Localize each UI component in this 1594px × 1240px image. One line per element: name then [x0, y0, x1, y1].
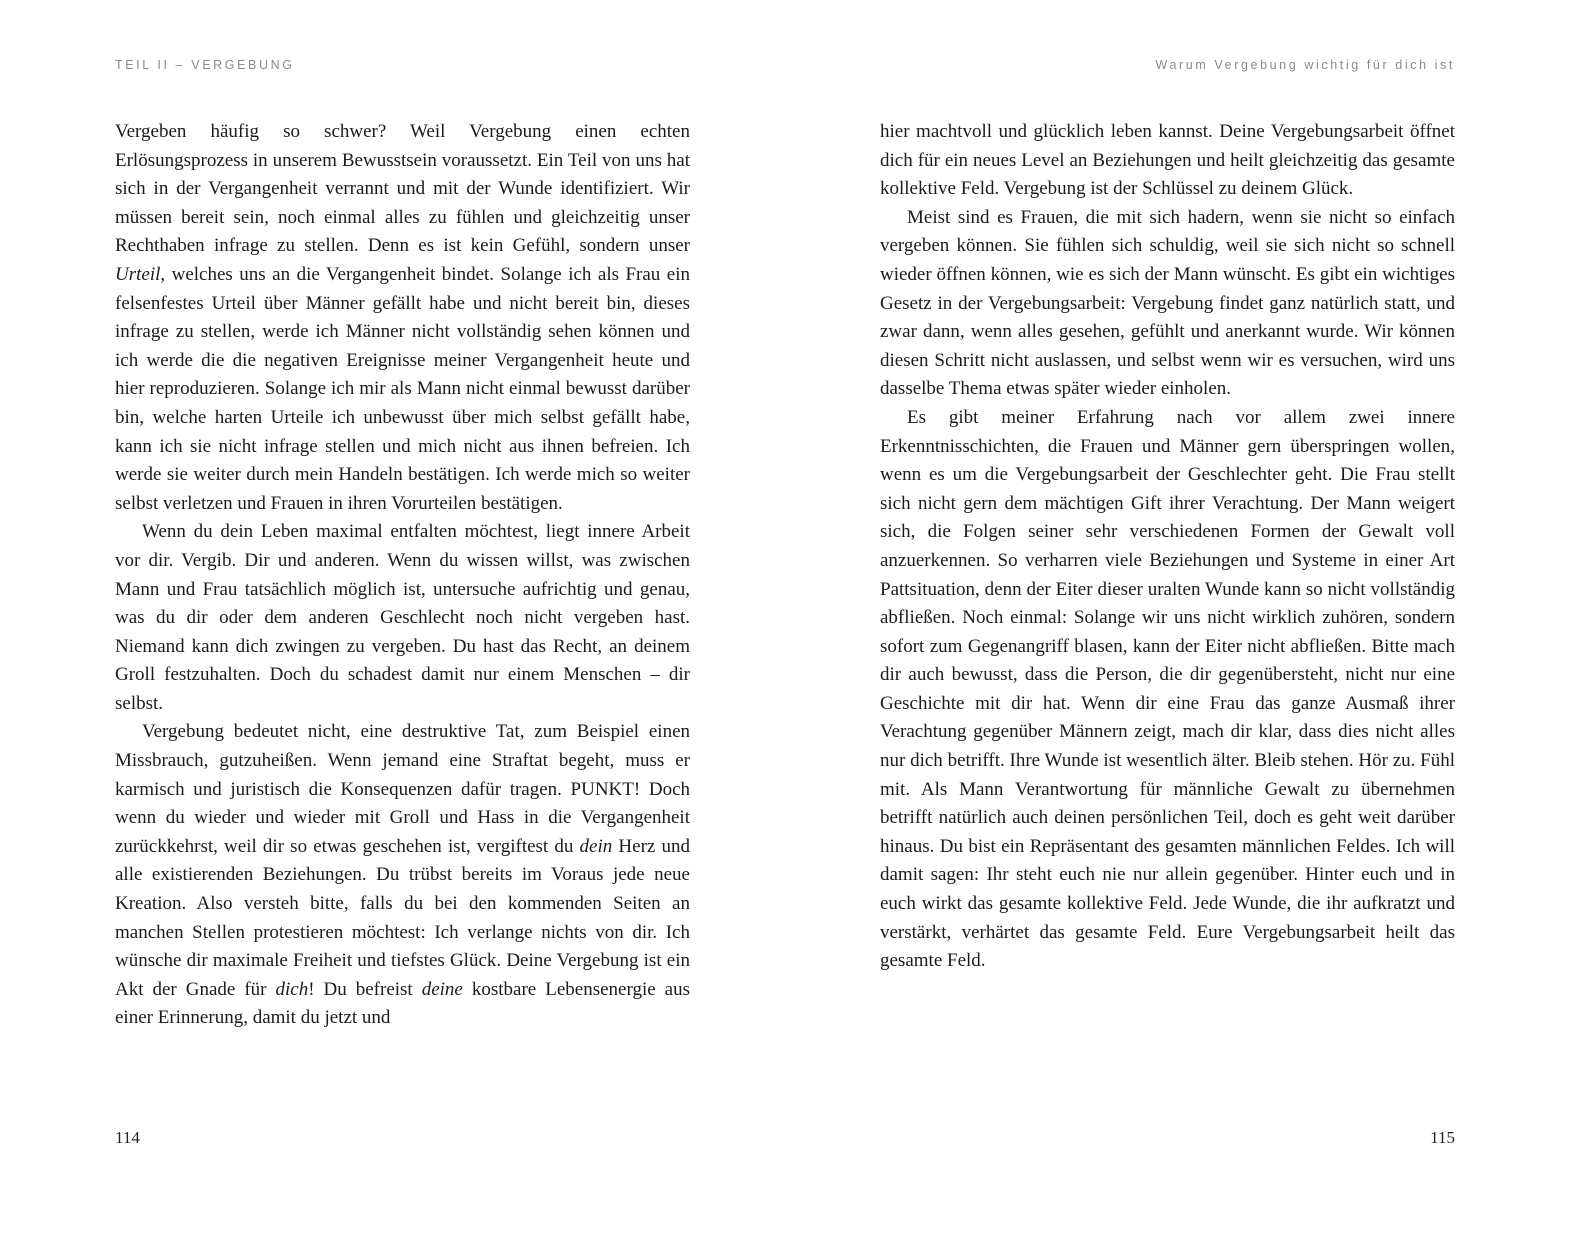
page-right-body [880, 118, 1455, 976]
paragraph: Es gibt meiner Erfahrung nach vor allem zwei innere Erkenntnisschichten, die Frauen und Männer gern überspringen wollen, wenn es um die Vergebungsarbeit der Geschlechter geht. Die Frau stellt sich nicht gern dem mächtigen Gift ihrer Verachtung. Der Mann weigert sich, die Folgen seiner sehr verschiedenen Formen der Gewalt voll anzuerkennen. So verharren viele Beziehungen und Systeme in einer Art Pattsituation, denn der Eiter dieser uralten Wunde kann so nicht vollständig abfließen. Noch einmal: Solange wir uns nicht wirklich zuhören, sondern sofort zum Gegenangriff blasen, kann der Eiter nicht abfließen. Bitte mach dir auch bewusst, dass die Person, die dir gegenübersteht, nicht nur eine Geschichte mit dir hat. Wenn dir eine Frau das ganze Ausmaß ihrer Verachtung gegenüber Männern zeigt, mach dir klar, dass dies nicht alles nur dich betrifft. Ihre Wunde ist wesentlich älter. Bleib stehen. Hör zu. Fühl mit. Als Mann Verantwortung für männliche Gewalt zu übernehmen betrifft natürlich auch deinen persönlichen Teil, doch es geht weit darüber hinaus. Du bist ein Repräsentant des gesamten männlichen Feldes. Ich will damit sagen: Ihr steht euch nie nur allein gegenüber. Hinter euch und in euch wirkt das gesamte kollektive Feld. Jede Wunde, die ihr aufkratzt und verstärkt, verhärtet das gesamte Feld. Eure Vergebungsarbeit heilt das gesamte Feld. [880, 406, 1455, 972]
paragraph: Vergebung bedeutet nicht, eine destruktive Tat, zum Beispiel einen Missbrauch, gutzuheißen. Wenn jemand eine Straftat begeht, muss er karmisch und juristisch die Konsequenzen dafür tragen. PUNKT! Doch wenn du wieder und wieder mit Groll und Hass in die Vergangenheit zurückkehrst, weil dir so etwas geschehen ist, vergiftest du dein Herz und alle existierenden Beziehungen. Du trübst bereits im Voraus jede neue Kreation. Also versteh bitte, falls du bei den kommenden Seiten an manchen Stellen protestieren möchtest: Ich verlange nichts von dir. Ich wünsche dir maximale Freiheit und tiefstes Glück. Deine Vergebung ist ein Akt der Gnade für dich! Du befreist deine kostbare Lebensenergie aus einer Erinnerung, damit du jetzt und [115, 721, 690, 1029]
paragraph: Wenn du dein Leben maximal entfalten möchtest, liegt innere Arbeit vor dir. Vergib. Dir und anderen. Wenn du wissen willst, was zwischen Mann und Frau tatsächlich möglich ist, untersuche aufrichtig und genau, was du dir oder dem anderen Geschlecht noch nicht vergeben hast. Niemand kann dich zwingen zu vergeben. Du hast das Recht, an deinem Groll festzuhalten. Doch du schadest damit nur einem Menschen – dir selbst. [115, 521, 690, 714]
running-head-left: TEIL II – VERGEBUNG [115, 58, 295, 72]
running-head-right: Warum Vergebung wichtig für dich ist [1155, 58, 1455, 72]
page-number-left: 114 [115, 1128, 140, 1147]
paragraph: hier machtvoll und glücklich leben kannst. Deine Vergebungsarbeit öffnet dich für ein neues Level an Beziehungen und heilt gleichzeitig das gesamte kollektive Feld. Vergebung ist der Schlüssel zu deinem Glück. [880, 121, 1455, 200]
page-left-body [115, 118, 690, 1033]
paragraph: Vergeben häufig so schwer? Weil Vergebung einen echten Erlösungsprozess in unserem Bewusstsein voraussetzt. Ein Teil von uns hat sich in der Vergangenheit verrannt und mit der Wunde identifiziert. Wir müssen bereit sein, noch einmal alles zu fühlen und gleichzeitig unser Rechthaben infrage zu stellen. Denn es ist kein Gefühl, sondern unser Urteil, welches uns an die Vergangenheit bindet. Solange ich als Frau ein felsenfestes Urteil über Männer gefällt habe und nicht bereit bin, dieses infrage zu stellen, werde ich Männer nicht vollständig sehen können und ich werde die die negativen Ereignisse meiner Vergangenheit heute und hier reproduzieren. Solange ich mir als Mann nicht einmal bewusst darüber bin, welche harten Urteile ich unbewusst über mich selbst gefällt habe, kann ich sie nicht infrage stellen und mich nicht aus ihnen befreien. Ich werde sie weiter durch mein Handeln bestätigen. Ich werde mich so weiter selbst verletzen und Frauen in ihren Vorurteilen bestätigen. [115, 121, 690, 514]
page-number-right: 115 [1430, 1128, 1455, 1147]
paragraph: Meist sind es Frauen, die mit sich hadern, wenn sie nicht so einfach vergeben können. Sie fühlen sich schuldig, weil sie sich nicht so schnell wieder öffnen können, wie es sich der Mann wünscht. Es gibt ein wichtiges Gesetz in der Vergebungsarbeit: Vergebung findet ganz natürlich statt, und zwar dann, wenn alles gesehen, gefühlt und anerkannt wurde. Wir können diesen Schritt nicht auslassen, und selbst wenn wir es versuchen, wird uns dasselbe Thema etwas später wieder einholen. [880, 206, 1455, 400]
page-right [797, 0, 1594, 1240]
